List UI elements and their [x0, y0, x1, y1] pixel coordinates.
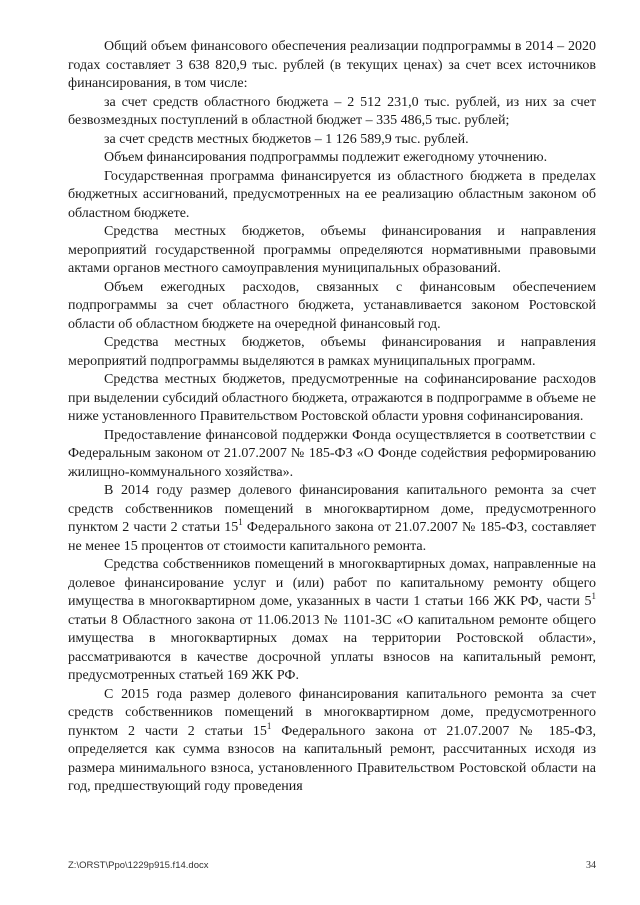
paragraph-2014-text-b: Федерального закона от 21.07.2007 № 185-ФЗ, составляет не менее 15 процентов от стоимости капитального ремонта. [68, 520, 596, 554]
footer-file-path: Z:\ORST\Ppo\1229p915.f14.docx [68, 860, 209, 871]
superscript-1: 1 [238, 517, 243, 527]
paragraph-fund-support: Предоставление финансовой поддержки Фонда осуществляется в соответствии с Федеральным законом от 21.07.2007 № 185-ФЗ «О Фонде содействия реформированию жилищно-коммунального хозяйства». [68, 427, 596, 480]
paragraph-cofinancing: Средства местных бюджетов, предусмотренные на софинансирование расходов при выделении субсидий областного бюджета, отражаются в подпрограмме в объеме не ниже установленного Правительством Ростовской области уровня софинансирования. [68, 372, 596, 424]
paragraph-program-financing: Государственная программа финансируется из областного бюджета в пределах бюджетных ассигнований, предусмотренных на ее реализацию областным законом об областном бюджете. [68, 168, 596, 221]
paragraph-municipal-programs: Средства местных бюджетов, объемы финансирования и направления мероприятий подпрограммы выделяются в рамках муниципальных программ. [68, 335, 596, 369]
paragraph-annual-expenses: Объем ежегодных расходов, связанных с финансовым обеспечением подпрограммы за счет областного бюджета, устанавливается законом Ростовской области об областном бюджете на очередной финансовый год. [68, 279, 596, 332]
page-number: 34 [586, 860, 596, 871]
superscript-1: 1 [266, 720, 272, 731]
paragraph-2015-text-b: Федерального закона от 21.07.2007 № 185-ФЗ, определяется как сумма взносов на капитальный ремонт, рассчитанных исходя из размера минимального взноса, установленного Правительством Ростовской области на год, предшествующий году проведения [68, 723, 596, 794]
paragraph-2015-text-a: С 2015 года размер долевого финансирования капитального ремонта за счет средств собственников помещений в многоквартирном доме, предусмотренного пунктом 2 части 2 статьи 15 [68, 686, 596, 739]
paragraph-local-funds: Средства местных бюджетов, объемы финансирования и направления мероприятий государственной программы определяются нормативными правовыми актами органов местного самоуправления муниципальных образований. [68, 224, 596, 276]
paragraph-2015-share [68, 686, 596, 797]
paragraph-local-budgets: за счет средств местных бюджетов – 1 126 589,9 тыс. рублей. [104, 131, 469, 147]
body-text [68, 38, 596, 797]
paragraph-total-funding: Общий объем финансового обеспечения реализации подпрограммы в 2014 – 2020 годах составляет 3 638 820,9 тыс. рублей (в текущих ценах) за счет всех источников финансирования, в том числе: [68, 39, 596, 91]
paragraph-owners-funds [68, 556, 596, 686]
superscript-1: 1 [591, 591, 596, 601]
paragraph-2014-share [68, 482, 596, 556]
paragraph-owners-text-b: статьи 8 Областного закона от 11.06.2013 № 1101-ЗС «О капитальном ремонте общего имущества в многоквартирных домах на территории Ростовской области», рассматриваются в качестве досрочной уплаты взносов на капитальный ремонт, предусмотренных статьей 169 ЖК РФ. [68, 612, 596, 683]
paragraph-annual-update: Объем финансирования подпрограммы подлежит ежегодному уточнению. [104, 150, 548, 165]
paragraph-owners-text-a: Средства собственников помещений в многоквартирных домах, направленные на долевое финансирование услуг и (или) работ по капитальному ремонту общего имущества в многоквартирном доме, указанных в части 1 статьи 166 ЖК РФ, части 5 [68, 557, 596, 609]
paragraph-2014-text-a: В 2014 году размер долевого финансирования капитального ремонта за счет средств собственников помещений в многоквартирном доме, предусмотренного пунктом 2 части 2 статьи 15 [68, 483, 596, 535]
paragraph-regional-budget: за счет средств областного бюджета – 2 512 231,0 тыс. рублей, из них за счет безвозмездных поступлений в областной бюджет – 335 486,5 тыс. рублей; [68, 94, 596, 128]
